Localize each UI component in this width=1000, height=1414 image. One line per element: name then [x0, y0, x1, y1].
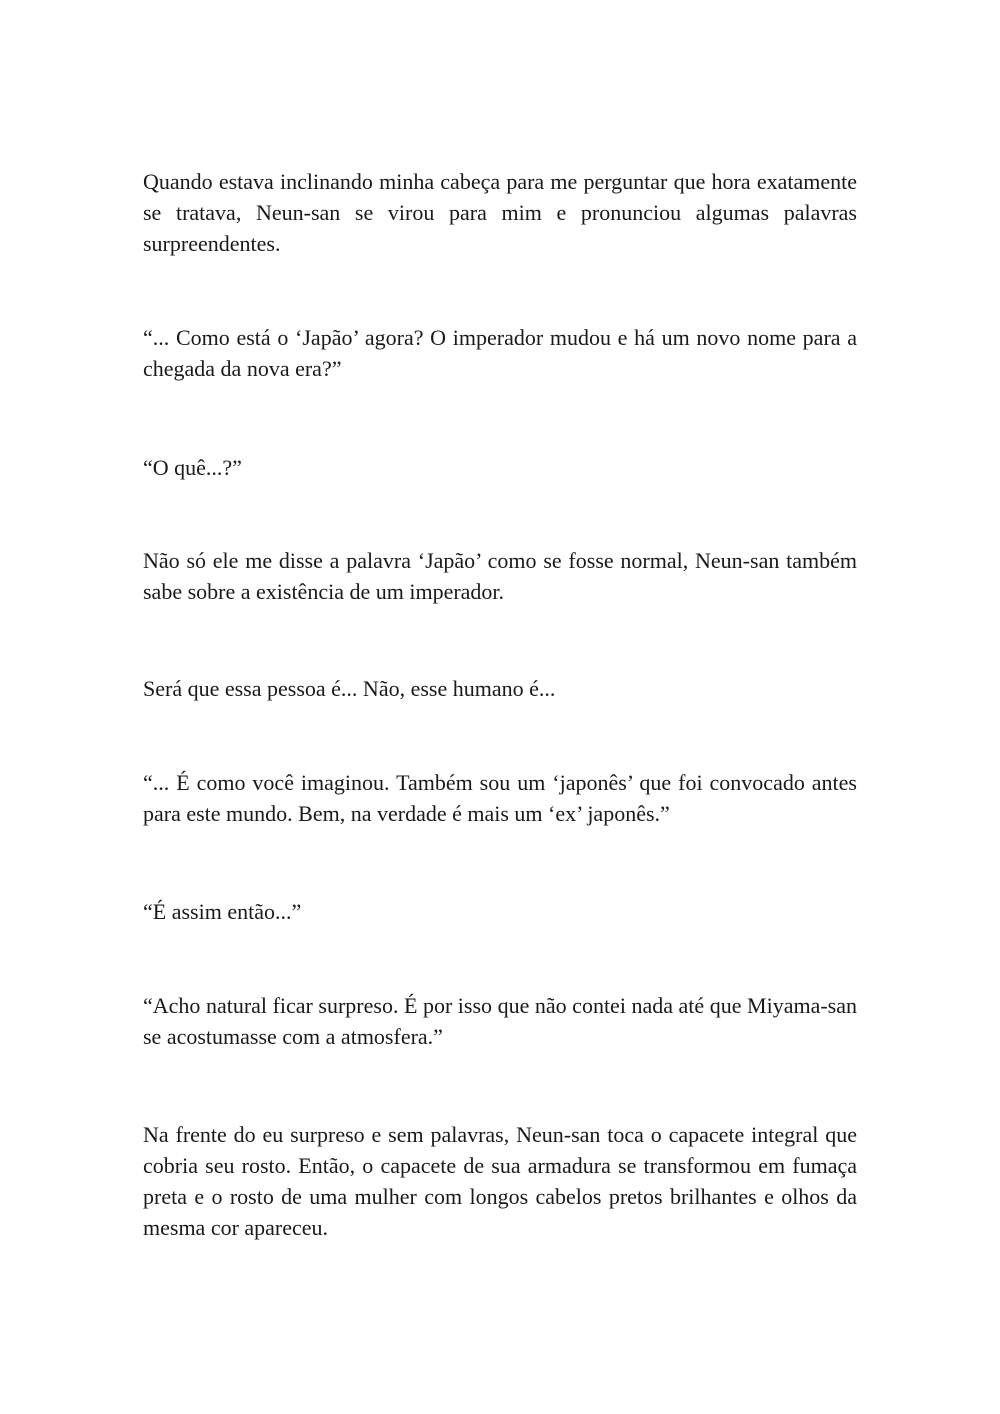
paragraph-dialogue-4: “É assim então...”	[143, 899, 302, 924]
paragraph-narration-3: Será que essa pessoa é... Não, esse humano é...	[143, 676, 556, 701]
paragraph-narration-1: Quando estava inclinando minha cabeça para me perguntar que hora exatamente se tratava, Neun-san se virou para mim e pronunciou algumas palavras surpreendentes.	[143, 169, 857, 256]
paragraph-narration-4: Na frente do eu surpreso e sem palavras, Neun-san toca o capacete integral que cobria seu rosto. Então, o capacete de sua armadura se transformou em fumaça preta e o rosto de uma mulher com longos cabelos pretos brilhantes e olhos da mesma cor apareceu.	[143, 1122, 857, 1240]
paragraph-narration-2: Não só ele me disse a palavra ‘Japão’ como se fosse normal, Neun-san também sabe sobre a existência de um imperador.	[143, 548, 857, 604]
paragraph-dialogue-3: “... É como você imaginou. Também sou um ‘japonês’ que foi convocado antes para este mundo. Bem, na verdade é mais um ‘ex’ japonês.”	[143, 770, 857, 826]
paragraph-dialogue-1: “... Como está o ‘Japão’ agora? O imperador mudou e há um novo nome para a chegada da nova era?”	[143, 325, 857, 381]
paragraph-dialogue-2: “O quê...?”	[143, 455, 242, 480]
paragraph-dialogue-5: “Acho natural ficar surpreso. É por isso que não contei nada até que Miyama-san se acostumasse com a atmosfera.”	[143, 993, 857, 1049]
